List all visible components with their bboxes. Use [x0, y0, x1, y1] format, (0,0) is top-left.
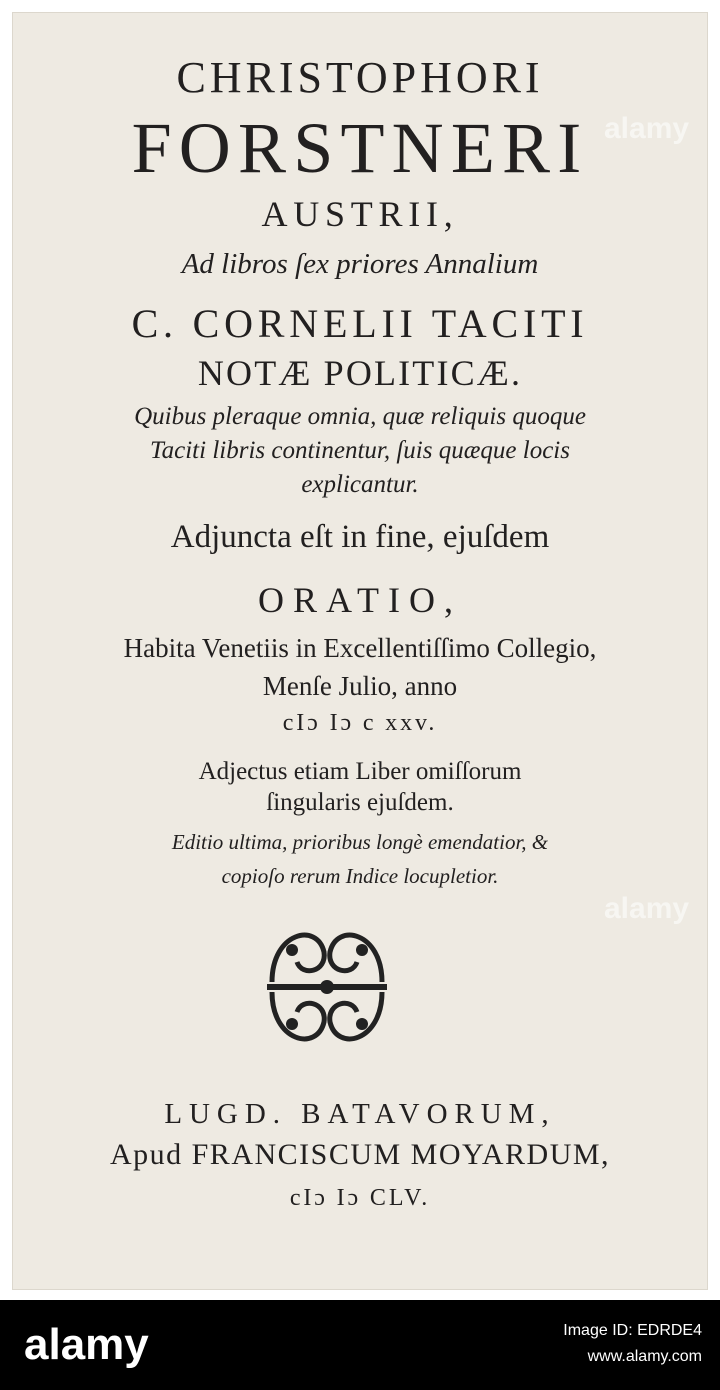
supplement-line-2: ſingularis ejuſdem.: [266, 789, 454, 816]
oratio-place: Habita Venetiis in Excellentiſſimo Collegio,: [123, 633, 597, 663]
oratio-date: Menſe Julio, anno: [262, 671, 458, 701]
work-title: NOTÆ POLITICÆ.: [197, 353, 523, 393]
description-line-3: explicantur.: [301, 471, 419, 498]
author-first-name: CHRISTOPHORI: [176, 53, 544, 102]
supplement-line-1: Adjectus etiam Liber omiſſorum: [198, 758, 522, 785]
title-page: [12, 12, 708, 1290]
alamy-logo: alamy: [24, 1320, 149, 1369]
watermark: alamy: [604, 892, 690, 925]
oratio-year: cIɔ Iɔ c xxv.: [282, 710, 438, 736]
imprint-year: cIɔ Iɔ CLV.: [289, 1185, 431, 1211]
author-surname: FORSTNERI: [131, 108, 589, 188]
watermark: alamy: [604, 112, 690, 145]
description-line-1: Quibus pleraque omnia, quæ reliquis quoque: [134, 403, 586, 430]
site-url: www.alamy.com: [587, 1348, 702, 1365]
image-id: Image ID: EDRDE4: [563, 1322, 702, 1339]
printer-ornament-icon: [262, 912, 392, 1062]
imprint-place: LUGD. BATAVORUM,: [164, 1098, 556, 1130]
stock-banner: [0, 1300, 720, 1390]
description-line-2: Taciti libris continentur, ſuis quæque locis: [150, 437, 570, 464]
appendix-line: Adjuncta eſt in fine, ejuſdem: [170, 519, 550, 555]
oratio-heading: ORATIO,: [258, 580, 462, 620]
edition-line-1: Editio ultima, prioribus longè emendatior, &: [171, 830, 549, 854]
subtitle-line: Ad libros ſex priores Annalium: [181, 248, 539, 280]
tacitus-name: C. CORNELII TACITI: [131, 301, 589, 346]
imprint-printer: Apud FRANCISCUM MOYARDUM,: [109, 1138, 611, 1171]
author-origin: AUSTRII,: [261, 194, 459, 234]
edition-line-2: copioſo rerum Indice locupletior.: [221, 864, 499, 888]
